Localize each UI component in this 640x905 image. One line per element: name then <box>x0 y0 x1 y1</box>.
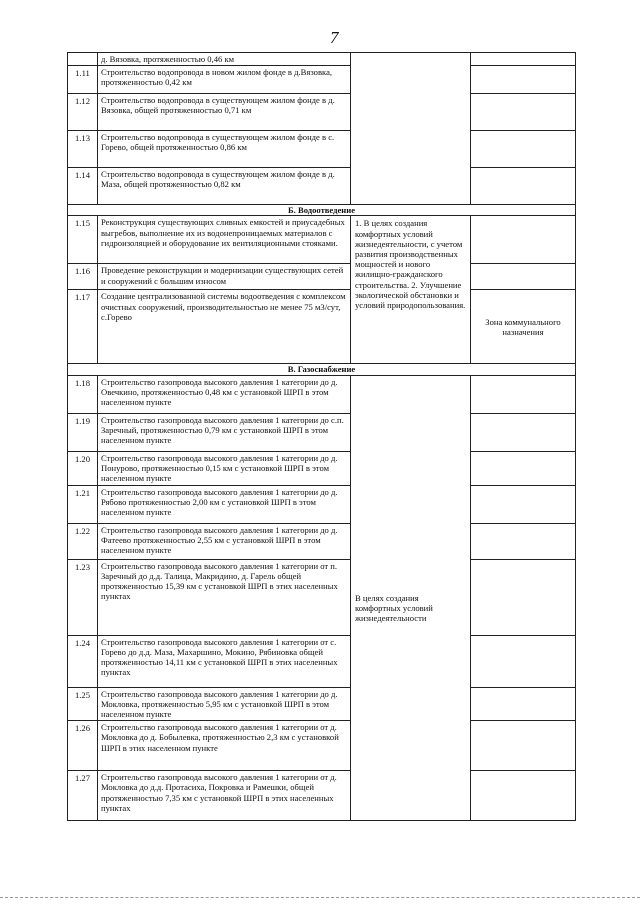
row-number: 1.16 <box>68 264 98 290</box>
zone-cell <box>471 264 576 290</box>
section-title: В. Газоснабжение <box>68 364 576 375</box>
row-number <box>68 53 98 66</box>
row-number: 1.25 <box>68 687 98 721</box>
row-description: Строительство водопровода в новом жилом фонде в д.Вязовка, протяженностью 0,42 км <box>98 66 351 94</box>
row-description: Строительство газопровода высокого давления 1 категории до д. Фатеево протяженностью 2,55 км с установкой ШРП в этом населенном пункте <box>98 523 351 559</box>
row-description: д. Вязовка, протяженностью 0,46 км <box>98 53 351 66</box>
row-number: 1.11 <box>68 66 98 94</box>
table-row <box>68 375 576 413</box>
objects-table <box>67 52 576 821</box>
table-row <box>68 131 576 168</box>
row-number: 1.21 <box>68 485 98 523</box>
zone-cell <box>471 687 576 721</box>
table-row <box>68 687 576 721</box>
zone-cell <box>471 413 576 451</box>
zone-cell <box>471 771 576 821</box>
row-description: Строительство газопровода высокого давления 1 категории от п. Заречный до д.д. Талица, Макридино, д. Гарель общей протяженностью 15,39 км с установкой ШРП в этих населенных пунктах <box>98 559 351 635</box>
section-title: Б. Водоотведение <box>68 205 576 216</box>
table-row <box>68 53 576 66</box>
zone-cell <box>471 53 576 66</box>
row-number: 1.19 <box>68 413 98 451</box>
table-row <box>68 451 576 485</box>
row-number: 1.26 <box>68 721 98 771</box>
table-row <box>68 559 576 635</box>
row-description: Строительство водопровода в существующем жилом фонде в с. Горево, общей протяженностью 0,86 км <box>98 131 351 168</box>
table-row <box>68 168 576 205</box>
purpose-cell <box>351 375 471 821</box>
row-description: Проведение реконструкции и модернизации существующих сетей и сооружений с большим износом <box>98 264 351 290</box>
row-number: 1.20 <box>68 451 98 485</box>
row-description: Строительство газопровода высокого давления 1 категории от д. Мокловка до д. Бобылевка, протяженностью 2,3 км с установкой ШРП в этих населенном пункте <box>98 721 351 771</box>
row-number: 1.27 <box>68 771 98 821</box>
row-number: 1.22 <box>68 523 98 559</box>
table-row <box>68 721 576 771</box>
table-row <box>68 523 576 559</box>
zone-cell <box>471 375 576 413</box>
table-row <box>68 635 576 687</box>
table-row <box>68 216 576 264</box>
row-number: 1.12 <box>68 94 98 131</box>
row-description: Создание централизованной системы водоотведения с комплексом очистных сооружений, производительностью не менее 75 м3/сут, с.Горево <box>98 290 351 364</box>
purpose-text: В целях создания комфортных условий жизнедеятельности <box>355 592 433 624</box>
row-number: 1.24 <box>68 635 98 687</box>
zone-cell <box>471 523 576 559</box>
row-description: Строительство водопровода в существующем жилом фонде в д. Вязовка, общей протяженностью 0,71 км <box>98 94 351 131</box>
zone-cell <box>471 559 576 635</box>
row-number: 1.23 <box>68 559 98 635</box>
row-description: Строительство газопровода высокого давления 1 категории до с.п. Заречный, протяженностью 0,79 км с установкой ШРП в этом населенном пункте <box>98 413 351 451</box>
row-description: Строительство газопровода высокого давления 1 категории от с. Горево до д.д. Маза, Махаршино, Мокино, Рябиновка общей протяженностью 14,11 км с установкой ШРП в этих населенных пунктах <box>98 635 351 687</box>
zone-cell <box>471 721 576 771</box>
section-header-row <box>68 205 576 216</box>
purpose-cell: 1. В целях создания комфортных условий жизнедеятельности, с учетом развития производственных мощностей и нового жилищно-гражданского строительства. 2. Улучшение экологической обстановки и условий природопользования. <box>351 216 471 364</box>
table-row <box>68 485 576 523</box>
row-number: 1.18 <box>68 375 98 413</box>
zone-cell <box>471 66 576 94</box>
row-number: 1.13 <box>68 131 98 168</box>
zone-cell: Зона коммунального назначения <box>471 290 576 364</box>
row-description: Строительство газопровода высокого давления 1 категории до д. Овечкино, протяженностью 0,48 км с установкой ШРП в этом населенном пункте <box>98 375 351 413</box>
row-description: Строительство газопровода высокого давления 1 категории до д. Понурово, протяженностью 0,15 км с установкой ШРП в этом населенном пункте <box>98 451 351 485</box>
section-header-row <box>68 364 576 375</box>
zone-cell <box>471 485 576 523</box>
row-description: Строительство газопровода высокого давления 1 категории от д. Мокловка до д.д. Протасиха, Покровка и Рамешки, общей протяженностью 7,35 км с установкой ШРП в этих населенных пунктах <box>98 771 351 821</box>
zone-cell <box>471 94 576 131</box>
table-row <box>68 290 576 364</box>
table-row <box>68 413 576 451</box>
row-description: Строительство газопровода высокого давления 1 категории до д. Рябово протяженностью 2,00 км с установкой ШРП в этом населенном пункте <box>98 485 351 523</box>
scan-edge-line <box>0 897 640 900</box>
zone-cell <box>471 635 576 687</box>
zone-cell <box>471 216 576 264</box>
page-number: 7 <box>330 28 339 47</box>
row-number: 1.15 <box>68 216 98 264</box>
table-row <box>68 94 576 131</box>
zone-cell <box>471 168 576 205</box>
zone-cell <box>471 451 576 485</box>
row-number: 1.17 <box>68 290 98 364</box>
table-row <box>68 771 576 821</box>
table-row <box>68 66 576 94</box>
purpose-cell <box>351 53 471 205</box>
zone-cell <box>471 131 576 168</box>
row-description: Строительство водопровода в существующем жилом фонде в д. Маза, общей протяженностью 0,82 км <box>98 168 351 205</box>
row-description: Строительство газопровода высокого давления 1 категории до д. Мокловка, протяженностью 5,95 км с установкой ШРП в этом населенном пункте <box>98 687 351 721</box>
table-row <box>68 264 576 290</box>
row-description: Реконструкция существующих сливных емкостей и приусадебных выгребов, выполнение их из водонепроницаемых материалов с гидроизоляцией и оборудование их вентиляционными стояками. <box>98 216 351 264</box>
row-number: 1.14 <box>68 168 98 205</box>
